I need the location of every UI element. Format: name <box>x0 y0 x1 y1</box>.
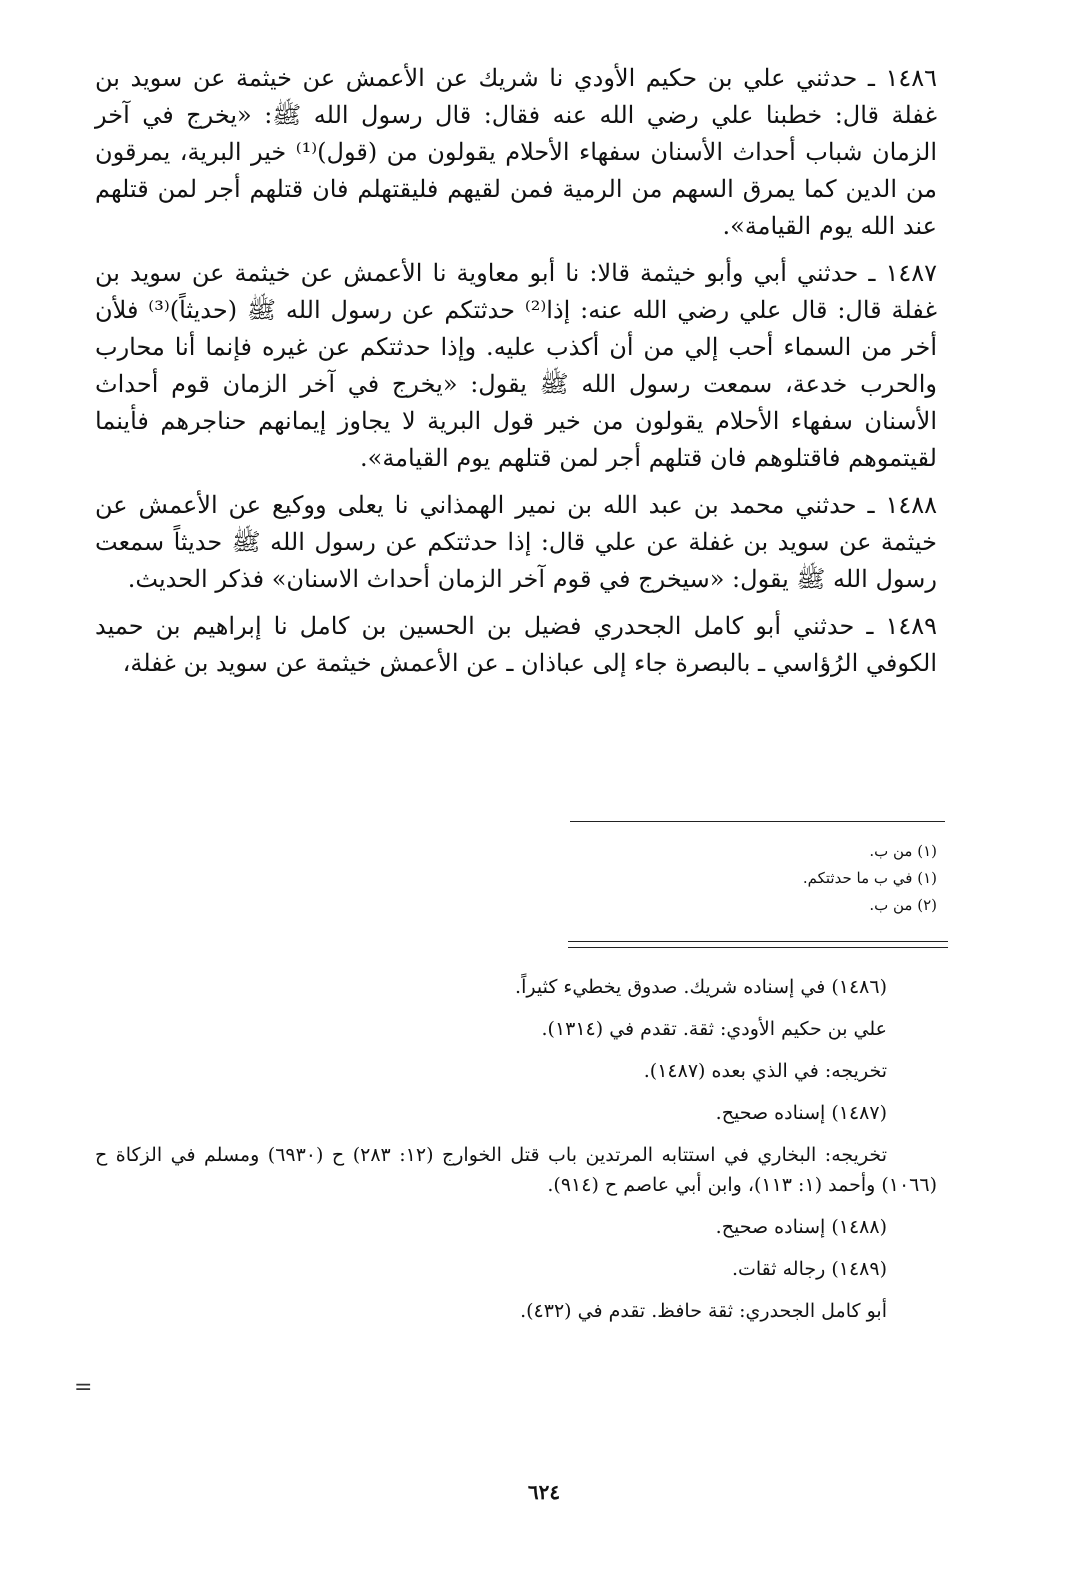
commentary-line: (١٤٨٦) في إسناده شريك. صدوق يخطيء كثيراً. <box>515 976 887 998</box>
footnote-divider <box>570 821 945 822</box>
footnote-item: (١) في ب ما حدثتكم. <box>802 869 937 887</box>
hadith-1486: ١٤٨٦ ـ حدثني علي بن حكيم الأودي نا شريك عن الأعمش عن خيثمة عن سويد بن غفلة قال: خطبنا علي رضي الله عنه فقال: قال رسول الله ﷺ: «يخرج في آخر الزمان شباب أحداث الأسنان سفهاء الأحلام يقولون من (قول)⁽¹⁾ خير البرية، يمرقون من الدين كما يمرق السهم من الرمية فمن لقيهم فليقتهلم فان قتلهم أجر لمن قتلهم عند الله يوم القيامة». <box>95 64 938 240</box>
commentary-line: (١٤٨٨) إسناده صحيح. <box>715 1216 887 1238</box>
commentary-line: تخريجه: في الذي بعده (١٤٨٧). <box>643 1060 887 1082</box>
page-number: ٦٢٤ <box>527 1480 561 1504</box>
hadith-1488: ١٤٨٨ ـ حدثني محمد بن عبد الله بن نمير الهمذاني نا يعلى ووكيع عن الأعمش عن خيثمة عن سويد بن غفلة عن علي قال: إذا حدثتكم عن رسول الله ﷺ حديثاً سمعت رسول الله ﷺ يقول: «سيخرج في قوم آخر الزمان أحداث الاسنان» فذكر الحديث. <box>95 491 937 593</box>
footnote-item: (١) من ب. <box>869 842 937 860</box>
commentary-line: (١٤٨٩) رجاله ثقات. <box>731 1258 887 1280</box>
commentary-line: أبو كامل الجحدري: ثقة حافظ. تقدم في (٤٣٢). <box>520 1300 887 1322</box>
footnotes <box>560 838 937 919</box>
hadith-1487: ١٤٨٧ ـ حدثني أبي وأبو خيثمة قالا: نا أبو معاوية نا الأعمش عن خيثمة عن سويد بن غفلة قال: قال علي رضي الله عنه: إذا⁽²⁾ حدثتكم عن رسول الله ﷺ (حديثاً)⁽³⁾ فلأن أخر من السماء أحب إلي من أن أكذب عليه. وإذا حدثتكم عن غيره فإنما أنا محارب والحرب خدعة، سمعت رسول الله ﷺ يقول: «يخرج في آخر الزمان قوم أحداث الأسنان سفهاء الأحلام يقولون من خير قول البرية لا يجاوز إيمانهم حناجرهم فأينما لقيتموهم فاقتلوهم فان قتلهم أجر لمن قتلهم يوم القيامة». <box>95 259 937 472</box>
commentary-line: تخريجه: البخاري في استتابه المرتدين باب قتل الخوارج (١٢: ٢٨٣) ح (٦٩٣٠) ومسلم في الزكاة ح (١٠٦٦) وأحمد (١: ١١٣)، وابن أبي عاصم ح (٩١٤). <box>95 1144 937 1196</box>
commentary <box>95 972 937 1338</box>
footnote-item: (٢) من ب. <box>869 896 937 914</box>
commentary-line: علي بن حكيم الأودي: ثقة. تقدم في (١٣١٤). <box>541 1018 887 1040</box>
margin-mark: = <box>74 1375 93 1400</box>
hadith-1489: ١٤٨٩ ـ حدثني أبو كامل الجحدري فضيل بن الحسين بن كامل نا إبراهيم بن حميد الكوفي الرُؤاسي ـ بالبصرة جاء إلى عباذان ـ عن الأعمش خيثمة عن سويد بن غفلة، <box>95 612 937 677</box>
commentary-divider <box>568 941 948 948</box>
commentary-line: (١٤٨٧) إسناده صحيح. <box>715 1102 887 1124</box>
main-text <box>95 60 937 692</box>
